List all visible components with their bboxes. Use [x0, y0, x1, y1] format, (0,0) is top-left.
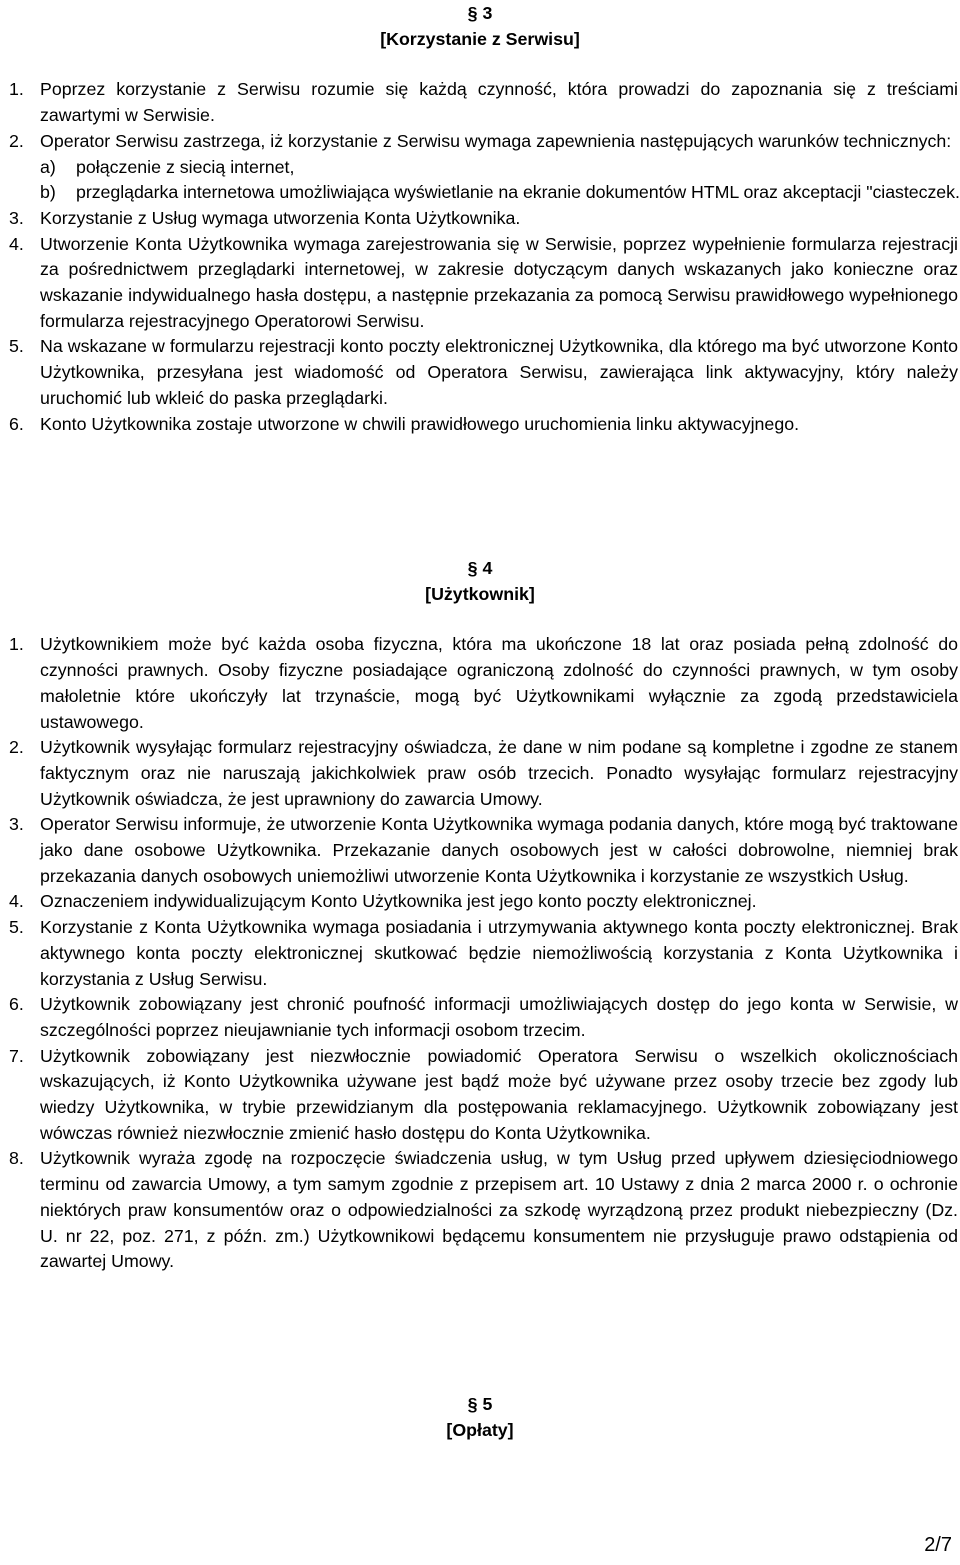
item-number: 3. [9, 814, 24, 835]
section-title: [Użytkownik] [425, 583, 535, 604]
item-number: 1. [9, 634, 24, 655]
item-text: Użytkownik zobowiązany jest niezwłocznie powiadomić Operatora Serwisu o wszelkich okolicznościach wskazujących, iż Konto Użytkownika używane jest bądź może być używane przez osoby trzecie bez zgody lub wiedzy Użytkownika, w trybie przewidzianym dla postępowania reklamacyjnego. Użytkownik zobowiązany jest wówczas również niezwłocznie zmienić hasło dostępu do Konta Użytkownika. [40, 1045, 958, 1143]
item-text: Oznaczeniem indywidualizującym Konto Użytkownika jest jego konto poczty elektronicznej. [40, 891, 757, 912]
item-number: 2. [9, 737, 24, 758]
item-text: Użytkownik wysyłając formularz rejestracyjny oświadcza, że dane w nim podane są kompletne i zgodne ze stanem faktycznym oraz nie naruszają jakichkolwiek praw osób trzecich. Ponadto wysyłając formularz rejestracyjny Użytkownik oświadcza, że jest uprawniony do zawarcia Umowy. [40, 737, 958, 809]
item-text: Utworzenie Konta Użytkownika wymaga zarejestrowania się w Serwisie, poprzez wypełnienie formularza rejestracji za pośrednictwem przeglądarki internetowej, w zakresie dotyczącym danych wskazanych jako konieczne oraz wskazanie indywidualnego hasła dostępu, a następnie przekazania za pomocą Serwisu prawidłowego wypełnionego formularza rejestracyjnego Operatorowi Serwisu. [40, 233, 958, 331]
list-item [0, 206, 958, 232]
item-number: 6. [9, 994, 24, 1015]
section-symbol: § 3 [467, 3, 493, 23]
item-text: Poprzez korzystanie z Serwisu rozumie się każdą czynność, która prowadzi do zapoznania się z treściami zawartymi w Serwisie. [40, 79, 958, 126]
sub-list [0, 155, 960, 206]
item-text: Operator Serwisu informuje, że utworzenie Konta Użytkownika wymaga podania danych, które mogą być traktowane jako dane osobowe Użytkownika. Przekazanie danych osobowych jest w całości dobrowolne, niemniej brak przekazania danych osobowych uniemożliwi utworzenie Konta Użytkownika i korzystanie ze wszystkich Usług. [40, 814, 958, 886]
list-item [0, 232, 958, 335]
item-text: Użytkownik zobowiązany jest chronić poufność informacji umożliwiających dostęp do jego konta w Serwisie, w szczególności poprzez nieujawnianie tych informacji osobom trzecim. [40, 994, 958, 1040]
list-item [0, 1146, 958, 1275]
sub-list-item [0, 180, 960, 206]
section-4 [0, 556, 960, 1275]
section-title: [Korzystanie z Serwisu] [380, 28, 580, 49]
list-item [0, 992, 958, 1043]
item-text: Użytkownik wyraża zgodę na rozpoczęcie świadczenia usług, w tym Usług przed upływem dziesięciodniowego terminu od zawarcia Umowy, a tym samym zgodnie z przepisem art. 10 Ustawy z dnia 2 marca 2000 r. o ochronie niektórych praw konsumentów oraz o odpowiedzialności za szkodę wyrządzoną przez produkt niebezpieczny (Dz. U. nr 22, poz. 271, z późn. zm.) Użytkownikowi będącemu konsumentem nie przysługuje prawo odstąpienia od zawartej Umowy. [40, 1148, 958, 1272]
item-number: 4. [9, 233, 24, 254]
item-number: 7. [9, 1045, 24, 1066]
item-text: Użytkownikiem może być każda osoba fizyczna, która ma ukończone 18 lat oraz posiada pełną zdolność do czynności prawnych. Osoby fizyczne posiadające ograniczoną zdolność do czynności prawnych, w tym osoby małoletnie które ukończyły lat trzynaście, mogą być Użytkownikami wyłącznie za zgodą przedstawiciela ustawowego. [40, 634, 958, 732]
section-3 [0, 0, 960, 437]
item-text: Konto Użytkownika zostaje utworzone w chwili prawidłowego uruchomienia linku aktywacyjnego. [40, 413, 800, 434]
item-text: Operator Serwisu zastrzega, iż korzystanie z Serwisu wymaga zapewnienia następujących warunków technicznych: [40, 130, 952, 151]
section-symbol: § 5 [467, 1394, 493, 1414]
list-item [0, 632, 958, 735]
section-heading [0, 0, 960, 52]
item-number: 1. [9, 79, 24, 100]
section-heading [0, 1392, 960, 1443]
section-title: [Opłaty] [446, 1419, 514, 1440]
item-number: 6. [9, 413, 24, 434]
list-item [0, 1044, 958, 1147]
list-item [0, 77, 958, 128]
item-text: Korzystanie z Usług wymaga utworzenia Konta Użytkownika. [40, 207, 521, 228]
sub-item-letter: a) [40, 156, 56, 177]
sub-list-item [0, 155, 960, 181]
list-item [0, 735, 958, 812]
list-item [0, 412, 958, 438]
list-item [0, 334, 958, 411]
section-list [0, 77, 960, 437]
sub-item-text: połączenie z siecią internet, [76, 156, 295, 177]
list-item [0, 915, 958, 992]
page-number: 2/7 [924, 1534, 952, 1556]
section-heading [0, 556, 960, 607]
sub-item-text: przeglądarka internetowa umożliwiająca wyświetlanie na ekranie dokumentów HTML oraz akceptacji "ciasteczek. [76, 182, 960, 203]
list-item [0, 889, 958, 915]
item-text: Korzystanie z Konta Użytkownika wymaga posiadania i utrzymywania aktywnego konta poczty elektronicznej. Brak aktywnego konta poczty elektronicznej skutkować będzie niemożliwością korzystania z Konta Użytkownika i korzystania z Usług Serwisu. [40, 917, 958, 989]
list-item [0, 812, 958, 889]
item-number: 8. [9, 1148, 24, 1169]
section-symbol: § 4 [467, 558, 493, 578]
item-number: 4. [9, 891, 24, 912]
item-text: Na wskazane w formularzu rejestracji konto poczty elektronicznej Użytkownika, dla którego ma być utworzone Konto Użytkownika, przesyłana jest wiadomość od Operatora Serwisu, zawierająca link aktywacyjny, który należy uruchomić lub wkleić do paska przeglądarki. [40, 336, 958, 408]
item-number: 3. [9, 207, 24, 228]
section-5 [0, 1392, 960, 1443]
sub-item-letter: b) [40, 182, 56, 203]
item-number: 5. [9, 917, 24, 938]
item-number: 2. [9, 130, 24, 151]
list-item [0, 129, 958, 155]
section-list [0, 632, 960, 1275]
item-number: 5. [9, 336, 24, 357]
